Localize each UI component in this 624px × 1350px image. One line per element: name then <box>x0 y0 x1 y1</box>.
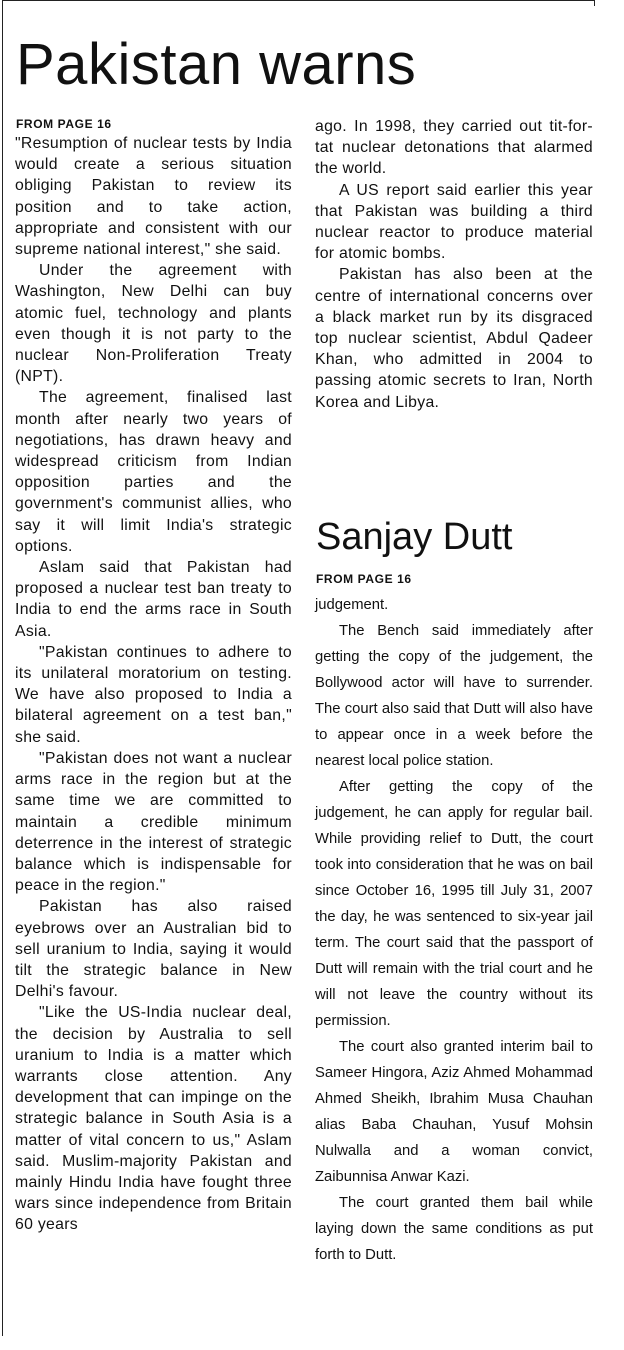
from-page-label: FROM PAGE 16 <box>316 572 412 586</box>
top-rule <box>2 0 594 1</box>
paragraph: Pakistan has also raised eyebrows over an Australian bid to sell uranium to India, saying it would tilt the strategic balance in New Delhi's favour. <box>15 898 292 1001</box>
paragraph: "Like the US-India nuclear deal, the decision by Australia to sell uranium to India is a matter which warrants close attention. Any development that can impinge on the strategic balance in South Asia is a matter of vital concern to us," Aslam said. Muslim-majority Pakistan and mainly Hindu India have fought three wars since independence from Britain 60 years <box>15 1004 292 1234</box>
paragraph: A US report said earlier this year that Pakistan was building a third nuclear reactor to produce material for atomic bombs. <box>315 181 593 263</box>
article1-column1 <box>15 133 292 1236</box>
left-rule <box>2 0 3 1336</box>
paragraph: Pakistan has also been at the centre of international concerns over a black market run by its disgraced top nuclear scientist, Abdul Qadeer Khan, who admitted in 2004 to passing atomic secrets to Iran, North Korea and Libya. <box>315 266 593 411</box>
paragraph: "Pakistan continues to adhere to its unilateral moratorium on testing. We have also proposed to India a bilateral agreement on a test ban," she said. <box>15 643 292 746</box>
article2-body <box>315 592 593 1268</box>
paragraph: The court granted them bail while laying down the same conditions as put forth to Dutt. <box>315 1195 593 1263</box>
paragraph: The agreement, finalised last month after nearly two years of negotiations, has drawn heavy and widespread criticism from Indian opposition parties and the government's communist allies, who say it will limit India's strategic options. <box>15 389 292 555</box>
article1-column2 <box>315 116 593 413</box>
from-page-label: FROM PAGE 16 <box>16 117 112 131</box>
paragraph: ago. In 1998, they carried out tit-for-tat nuclear detonations that alarmed the world. <box>315 118 593 178</box>
headline-pakistan-warns: Pakistan warns <box>16 32 417 97</box>
paragraph: The Bench said immediately after getting the copy of the judgement, the Bollywood actor will have to surrender. The court also said that Dutt will also have to appear once in a week before the nearest local police station. <box>315 623 593 769</box>
paragraph: "Resumption of nuclear tests by India would create a serious situation obliging Pakistan to review its position and to take action, appropriate and consistent with our supreme national interest," she said. <box>15 135 292 259</box>
paragraph: After getting the copy of the judgement, he can apply for regular bail. While providing relief to Dutt, the court took into consideration that he was on bail since October 16, 1995 till July 31, 2007 the day, he was sentenced to six-year jail term. The court said that the passport of Dutt will remain with the trial court and he will not leave the country without its permission. <box>315 779 593 1029</box>
paragraph: Under the agreement with Washington, New Delhi can buy atomic fuel, technology and plants even though it is not party to the nuclear Non-Proliferation Treaty (NPT). <box>15 262 292 386</box>
headline-sanjay-dutt: Sanjay Dutt <box>316 516 513 558</box>
paragraph: Aslam said that Pakistan had proposed a nuclear test ban treaty to India to end the arms race in South Asia. <box>15 559 292 640</box>
paragraph: The court also granted interim bail to Sameer Hingora, Aziz Ahmed Mohammad Ahmed Sheikh, Ibrahim Musa Chauhan alias Baba Chauhan, Yusuf Mohsin Nulwalla and a woman convict, Zaibunnisa Anwar Kazi. <box>315 1039 593 1185</box>
right-rule-tick <box>594 0 595 6</box>
paragraph: judgement. <box>315 597 389 613</box>
paragraph: "Pakistan does not want a nuclear arms race in the region but at the same time we are committed to maintain a credible minimum deterrence in the interest of strategic balance which is indispensable for peace in the region." <box>15 749 292 895</box>
